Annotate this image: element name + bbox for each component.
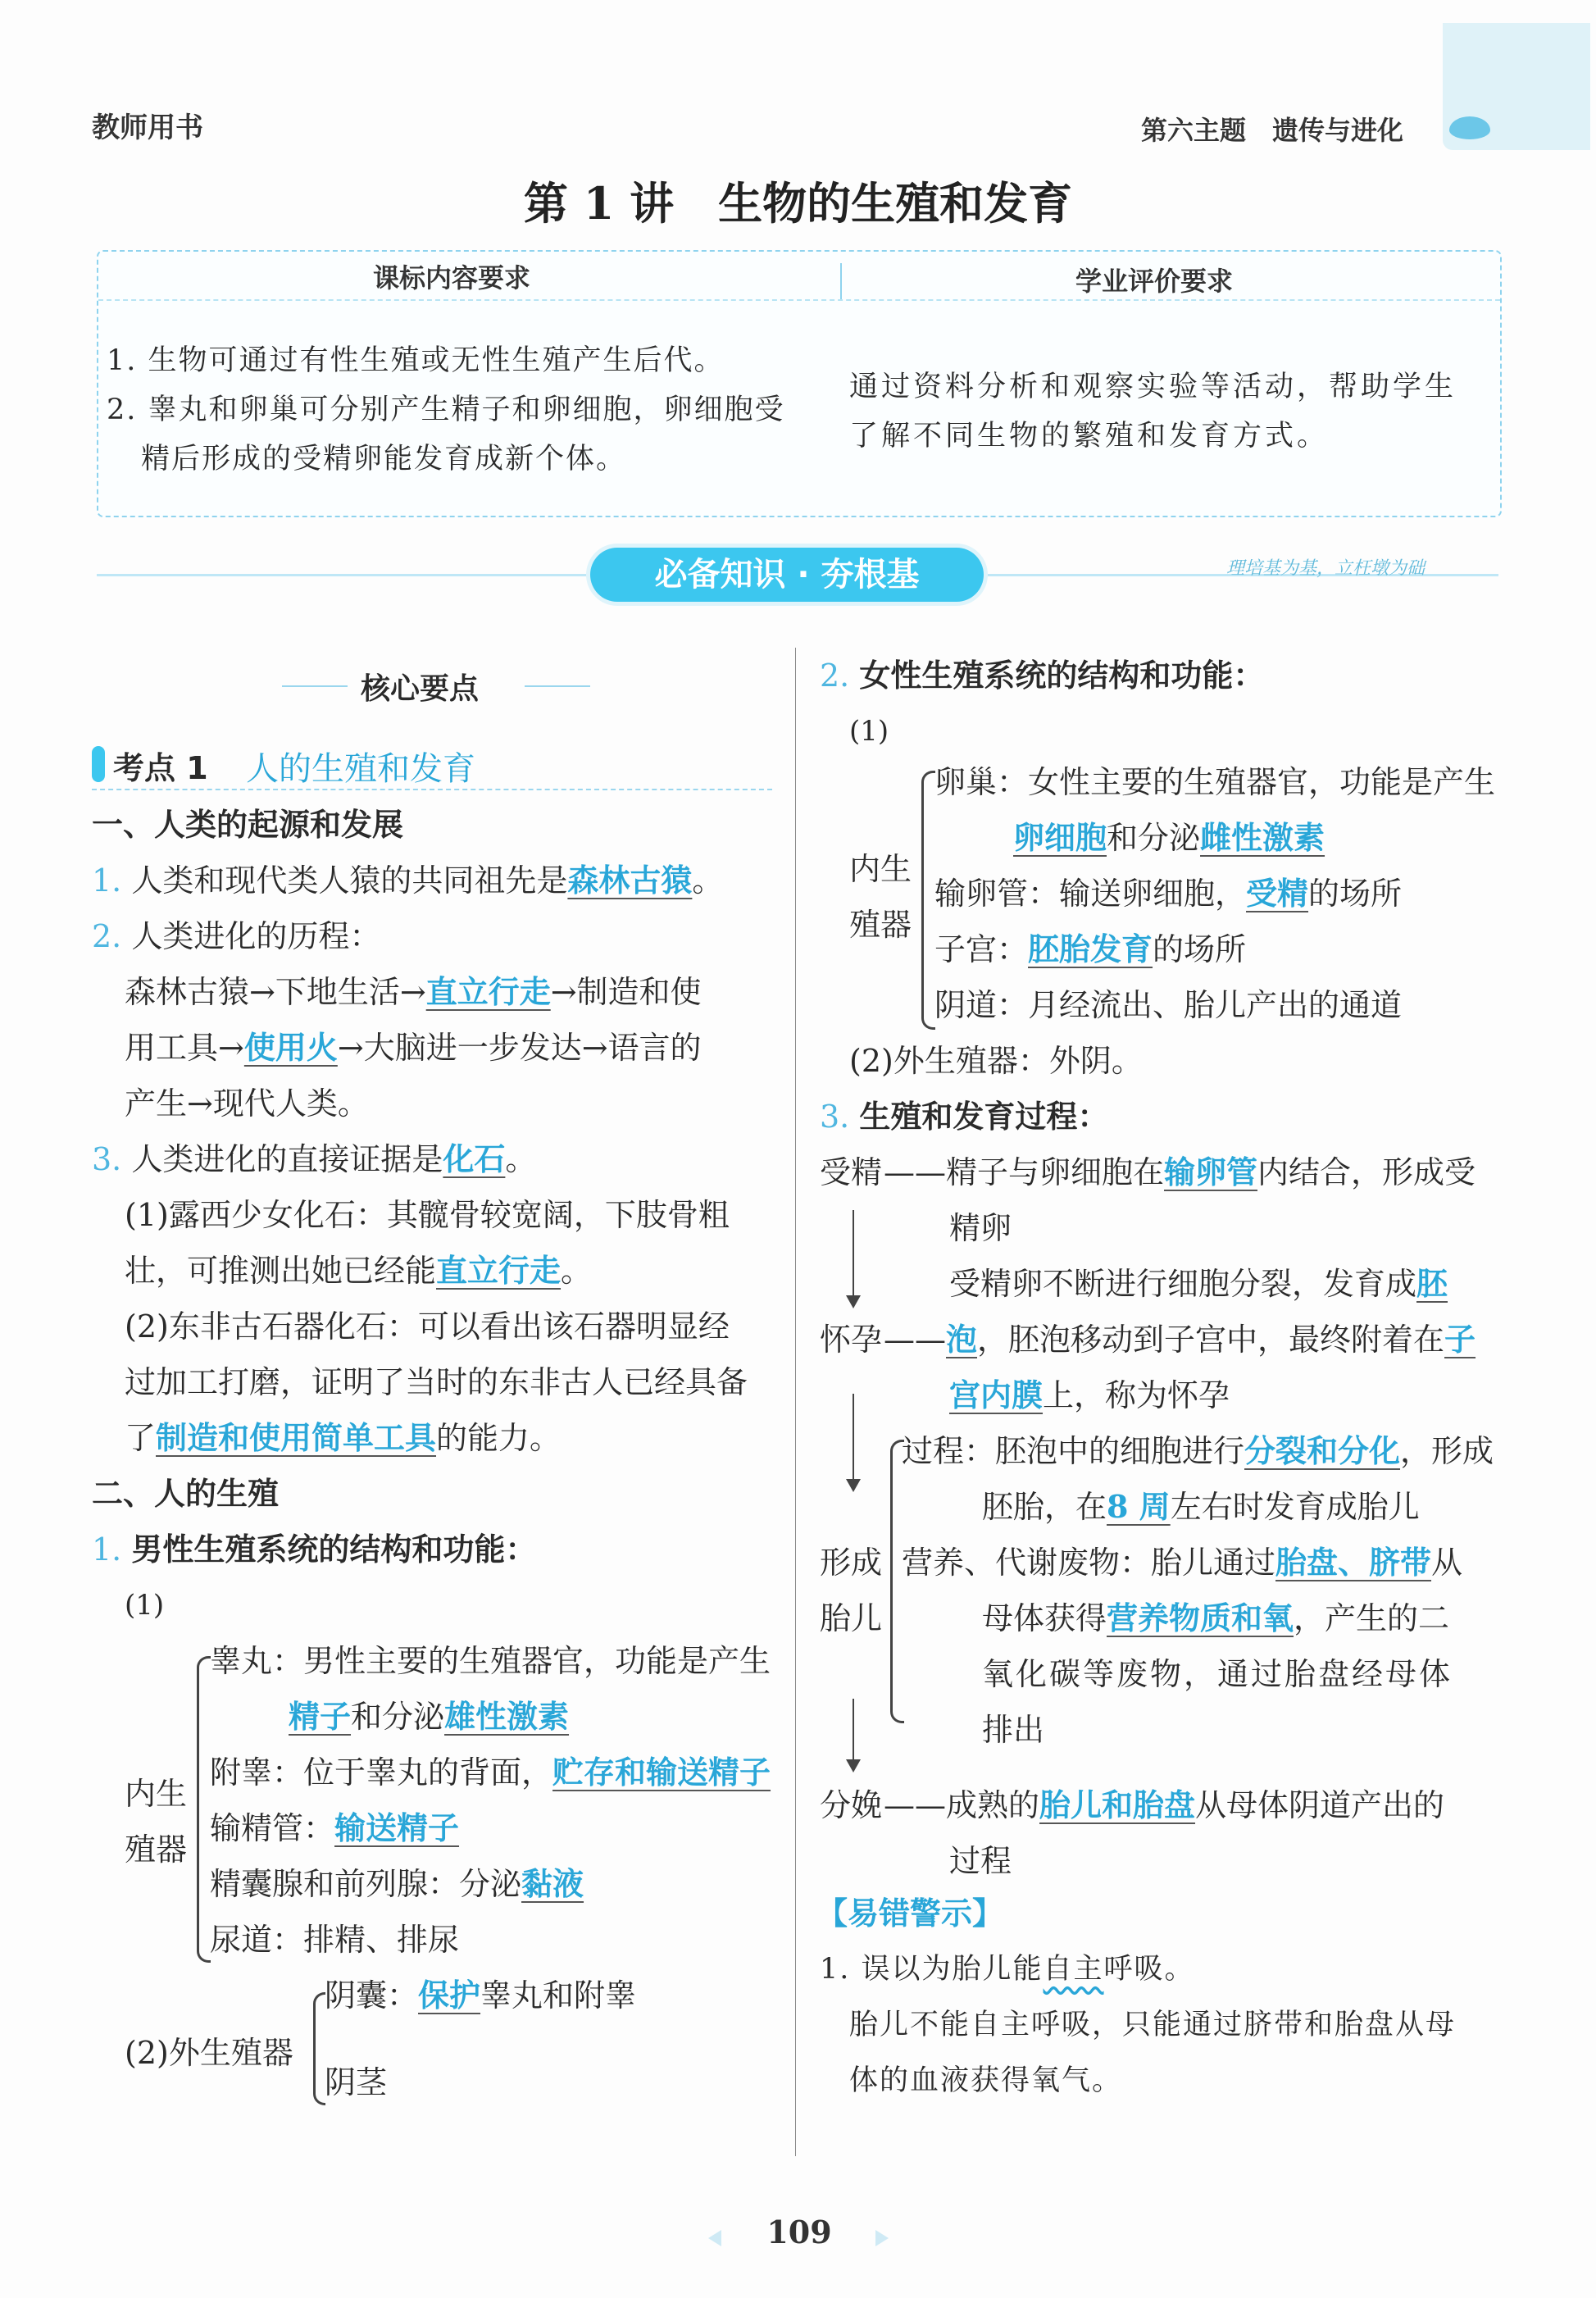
preg-line2: ——泡，胚泡移动到子宫中，最终附着在子 [884, 1321, 1476, 1358]
core-title: 核心要点 [361, 672, 480, 706]
female-vagina: 阴道：月经流出、胎儿产出的通道 [934, 987, 1403, 1023]
fert-line2: 精卵 [949, 1210, 1012, 1246]
female-sub2: (2)外生殖器：外阴。 [849, 1043, 1143, 1079]
arrow-3 [853, 1699, 854, 1763]
item-2-line1: 森林古猿→下地生活→直立行走→制造和使 [125, 973, 702, 1010]
male-outer-brace [313, 1992, 325, 2105]
fetus-label-1: 形成 [820, 1545, 883, 1581]
female-ovary-line2: 卵细胞和分泌雌性激素 [1013, 819, 1325, 856]
col1-item2-line1: 2. 睾丸和卵巢可分别产生精子和卵细胞，卵细胞受 [107, 394, 785, 426]
page-number-right-arrow [875, 2230, 889, 2246]
female-title: 2. 女性生殖系统的结构和功能： [820, 658, 1265, 694]
kaodian-label: 考点 1 [113, 750, 208, 786]
item-2-line2: 用工具→使用火→大脑进一步发达→语言的 [125, 1029, 702, 1066]
core-title-line-right [525, 685, 590, 687]
warning-item1-line2: 胎儿不能自主呼吸，只能通过脐带和胎盘从母 [849, 2009, 1457, 2041]
col1-title: 课标内容要求 [373, 262, 531, 294]
header-right-label: 第六主题 遗传与进化 [1141, 115, 1404, 146]
requirements-divider [840, 263, 842, 299]
preg-line1: 受精卵不断进行细胞分裂，发育成胚 [949, 1265, 1448, 1302]
col2-line2: 了解不同生物的繁殖和发育方式。 [849, 420, 1330, 453]
column-divider [795, 648, 796, 2156]
core-title-line-left [282, 685, 348, 687]
male-inner-label-1: 内生 [125, 1776, 188, 1812]
header-left-label: 教师用书 [92, 111, 203, 144]
fetus-nutrition-line4: 排出 [982, 1712, 1045, 1748]
arrow-1 [853, 1210, 854, 1300]
arrow-3-head [846, 1759, 861, 1772]
male-scrotum: 阴囊：保护睾丸和附睾 [325, 1977, 637, 2014]
fetus-nutrition-line2: 母体获得营养物质和氧，产生的二 [982, 1599, 1450, 1636]
item-3a-line2: 壮，可推测出她已经能直立行走。 [125, 1252, 593, 1289]
male-epididymis: 附睾：位于睾丸的背面，贮存和输送精子 [210, 1754, 771, 1791]
leaf-icon [1449, 116, 1490, 139]
item-2-line3: 产生→现代人类。 [125, 1085, 369, 1122]
item-3: 3. 人类进化的直接证据是化石。 [92, 1140, 537, 1177]
item-3a-line1: (1)露西少女化石：其髋骨较宽阔，下肢骨粗 [125, 1197, 730, 1233]
col1-item2-line2: 精后形成的受精卵能发育成新个体。 [141, 443, 627, 476]
item-2: 2. 人类进化的历程： [92, 918, 381, 954]
fetus-nutrition-line1: 营养、代谢废物：胎儿通过胎盘、脐带从 [902, 1544, 1463, 1581]
process-title: 3. 生殖和发育过程： [820, 1099, 1109, 1135]
kaodian-underline [92, 789, 772, 790]
female-oviduct: 输卵管：输送卵细胞，受精的场所 [934, 875, 1403, 912]
col2-line1: 通过资料分析和观察实验等活动，帮助学生 [849, 371, 1457, 403]
birth-line2: 过程 [949, 1843, 1012, 1879]
birth-label: 分娩 [820, 1787, 883, 1823]
lecture-title: 第 1 讲 生物的生殖和发育 [523, 177, 1073, 230]
item-3b-line2: 过加工打磨，证明了当时的东非古人已经具备 [125, 1364, 748, 1400]
male-vas-deferens: 输精管：输送精子 [210, 1809, 460, 1846]
male-inner-brace [197, 1656, 211, 1963]
warning-item1: 1. 误以为胎儿能自主呼吸。 [820, 1953, 1195, 1986]
female-uterus: 子宫：胚胎发育的场所 [934, 931, 1247, 967]
arrow-1-head [846, 1295, 861, 1308]
male-testis-line1: 睾丸：男性主要的生殖器官，功能是产生 [210, 1643, 771, 1679]
birth-line1: ——成熟的胎儿和胎盘从母体阴道产出的 [884, 1786, 1445, 1823]
page-number: 109 [766, 2214, 832, 2250]
kaodian-marker [92, 746, 105, 782]
section1-title: 一、人类的起源和发展 [92, 807, 404, 843]
fert-label: 受精 [820, 1154, 883, 1190]
male-sub2: (2)外生殖器 [125, 2035, 293, 2071]
female-sub1: (1) [849, 715, 889, 748]
item-3b-line1: (2)东非古石器化石：可以看出该石器明显经 [125, 1308, 730, 1345]
kaodian-title: 人的生殖和发育 [246, 750, 475, 788]
fetus-label-2: 胎儿 [820, 1600, 883, 1636]
warning-title: 【易错警示】 [816, 1895, 1004, 1932]
male-urethra: 尿道：排精、排尿 [210, 1922, 460, 1958]
banner-text: 必备知识 · 夯根基 [654, 556, 920, 594]
male-penis: 阴茎 [325, 2064, 388, 2100]
page-number-left-arrow [708, 2230, 721, 2246]
preg-label: 怀孕 [820, 1322, 883, 1358]
fetus-process-line1: 过程：胚泡中的细胞进行分裂和分化，形成 [902, 1432, 1494, 1469]
banner-motto: 理培基为基，立枉墩为础 [1226, 558, 1425, 579]
fetus-nutrition-line3: 氧化碳等废物，通过胎盘经母体 [982, 1656, 1453, 1692]
female-inner-label-1: 内生 [849, 851, 912, 887]
male-title: 1. 男性生殖系统的结构和功能： [92, 1531, 537, 1568]
warning-item1-line3: 体的血液获得氧气。 [849, 2064, 1123, 2097]
col1-item1: 1. 生物可通过有性生殖或无性生殖产生后代。 [107, 344, 725, 377]
female-inner-label-2: 殖器 [849, 907, 912, 943]
fert-line1: ——精子与卵细胞在输卵管内结合，形成受 [884, 1154, 1476, 1190]
fetus-process-line2: 胚胎，在8 周左右时发育成胎儿 [982, 1488, 1420, 1525]
item-1: 1. 人类和现代类人猿的共同祖先是森林古猿。 [92, 862, 724, 899]
item-3b-line3: 了制造和使用简单工具的能力。 [125, 1419, 562, 1456]
arrow-2-head [846, 1479, 861, 1492]
male-sub1: (1) [125, 1589, 165, 1622]
preg-line3: 宫内膜上，称为怀孕 [949, 1377, 1230, 1413]
col2-title: 学业评价要求 [1075, 266, 1234, 297]
male-inner-label-2: 殖器 [125, 1832, 188, 1868]
female-inner-brace [921, 771, 935, 1030]
male-glands: 精囊腺和前列腺：分泌黏液 [210, 1865, 584, 1902]
section2-title: 二、人的生殖 [92, 1476, 280, 1512]
male-testis-line2: 精子和分泌雄性激素 [289, 1698, 570, 1735]
female-ovary-line1: 卵巢：女性主要的生殖器官，功能是产生 [934, 764, 1496, 800]
requirements-underline [98, 299, 1500, 303]
arrow-2 [853, 1394, 854, 1484]
